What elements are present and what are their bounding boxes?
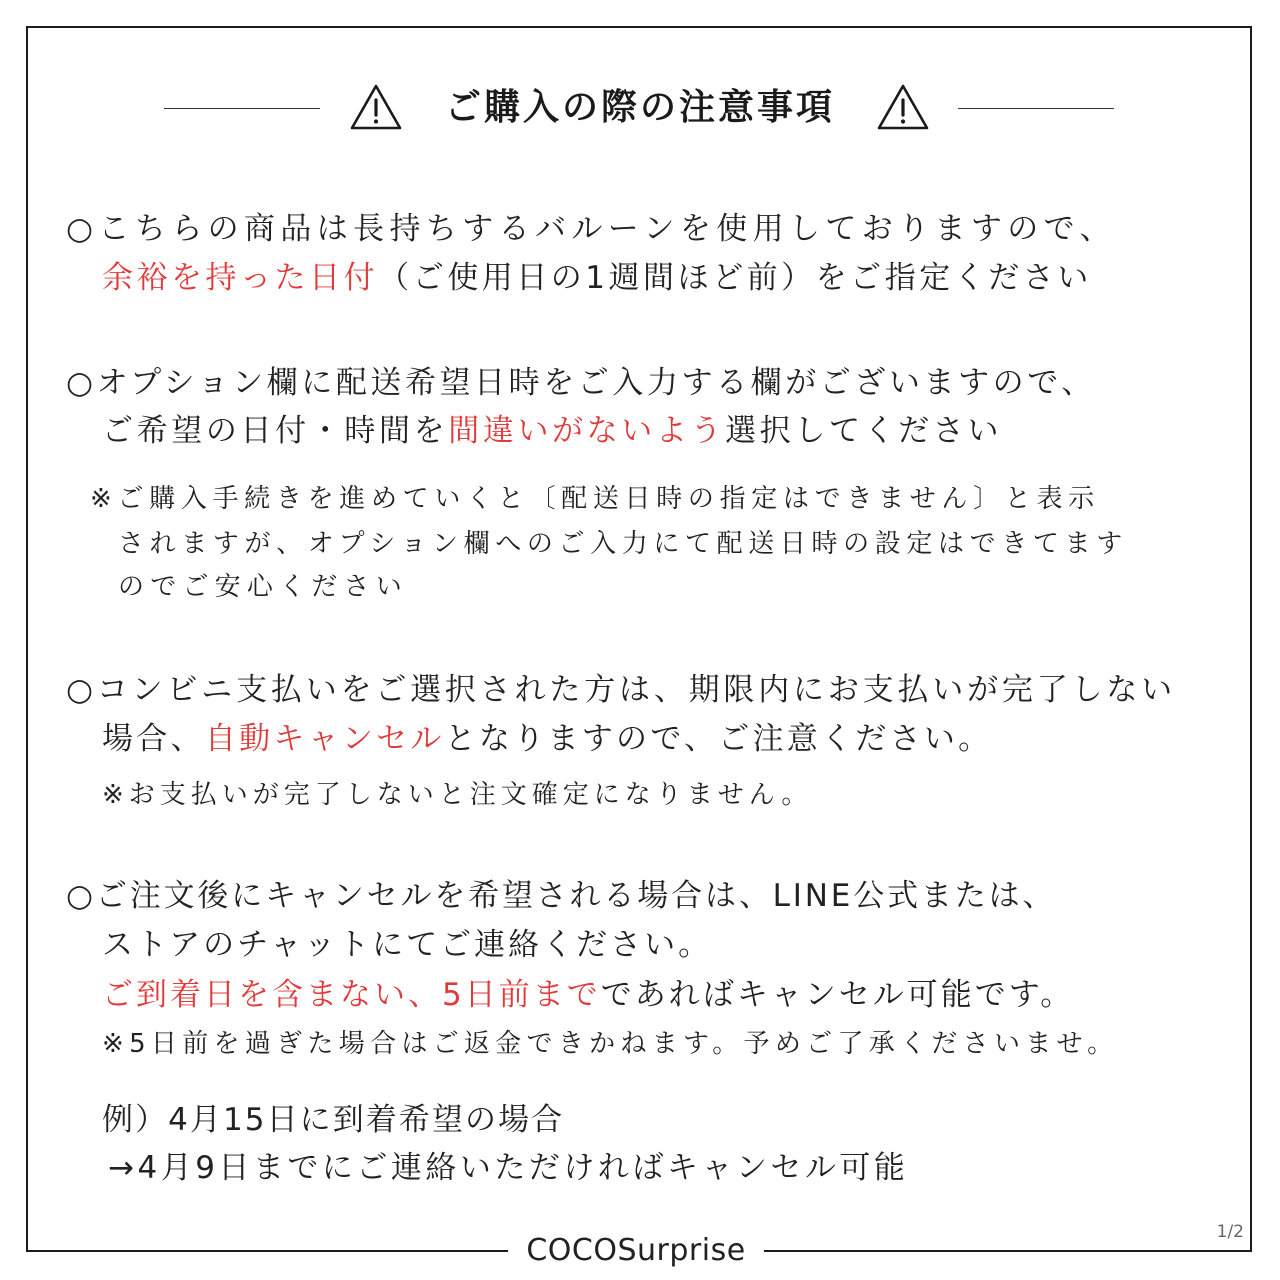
line-text: されますが、オプション欄へのご入力にて配送日時の設定はできてます	[118, 529, 1128, 559]
line-text: のでご安心ください	[118, 572, 408, 602]
highlight-text: 余裕を持った日付	[102, 260, 379, 296]
notice-line	[66, 209, 1116, 249]
highlight-text: ご到着日を含まない、5日前まで	[102, 977, 601, 1013]
page-number: 1/2	[1216, 1222, 1244, 1242]
line-text: →4月9日までにご連絡いただければキャンセル可能	[108, 1150, 909, 1186]
notice-line	[66, 363, 1096, 403]
highlight-text: 自動キャンセル	[204, 721, 445, 757]
line-text: ○こちらの商品は長持ちするバルーンを使用しておりますので、	[66, 211, 1116, 247]
notice-line	[66, 876, 1056, 916]
title-rule-right	[958, 108, 1114, 109]
line-text: ○コンビニ支払いをご選択された方は、期限内にお支払いが完了しない	[66, 672, 1176, 708]
notice-line	[102, 1100, 564, 1140]
page-title: ご購入の際の注意事項	[444, 87, 835, 128]
note-line	[118, 527, 1128, 561]
brand-logo: COCOSurprise	[526, 1233, 746, 1268]
title-rule-left	[164, 108, 320, 109]
line-text: 場合、	[102, 721, 205, 757]
line-text: ○ご注文後にキャンセルを希望される場合は、LINE公式または、	[66, 878, 1057, 914]
line-text: ※5日前を過ぎた場合はご返金できかねます。予めご了承くださいませ。	[102, 1029, 1119, 1059]
title-row	[0, 78, 1280, 140]
note-line	[102, 778, 812, 812]
line-text: ストアのチャットにてご連絡ください。	[102, 927, 713, 963]
warning-icon	[876, 82, 930, 132]
line-text: ○オプション欄に配送希望日時をご入力する欄がございますので、	[66, 365, 1096, 401]
notice-line	[102, 975, 1074, 1015]
line-text: ※ご購入手続きを進めていくと〔配送日時の指定はできません〕と表示	[90, 484, 1100, 514]
notice-line	[102, 411, 1002, 451]
notice-line	[102, 719, 992, 759]
notice-line	[102, 258, 1092, 298]
line-text: ※お支払いが完了しないと注文確定になりません。	[102, 780, 813, 810]
note-line	[118, 570, 408, 604]
line-text: ご希望の日付・時間を	[102, 413, 449, 449]
highlight-text: 間違いがないよう	[448, 413, 726, 449]
line-text: 例）4月15日に到着希望の場合	[102, 1102, 565, 1138]
warning-icon	[349, 82, 403, 132]
line-text: 選択してください	[725, 413, 1003, 449]
notice-line	[108, 1148, 908, 1188]
line-text: となりますので、ご注意ください。	[444, 721, 993, 757]
line-text: であればキャンセル可能です。	[600, 977, 1075, 1013]
notice-line	[102, 925, 712, 965]
line-text: （ご使用日の1週間ほど前）をご指定ください	[378, 260, 1092, 296]
note-line	[90, 482, 1100, 516]
note-line	[102, 1027, 1118, 1061]
notice-line	[66, 670, 1176, 710]
